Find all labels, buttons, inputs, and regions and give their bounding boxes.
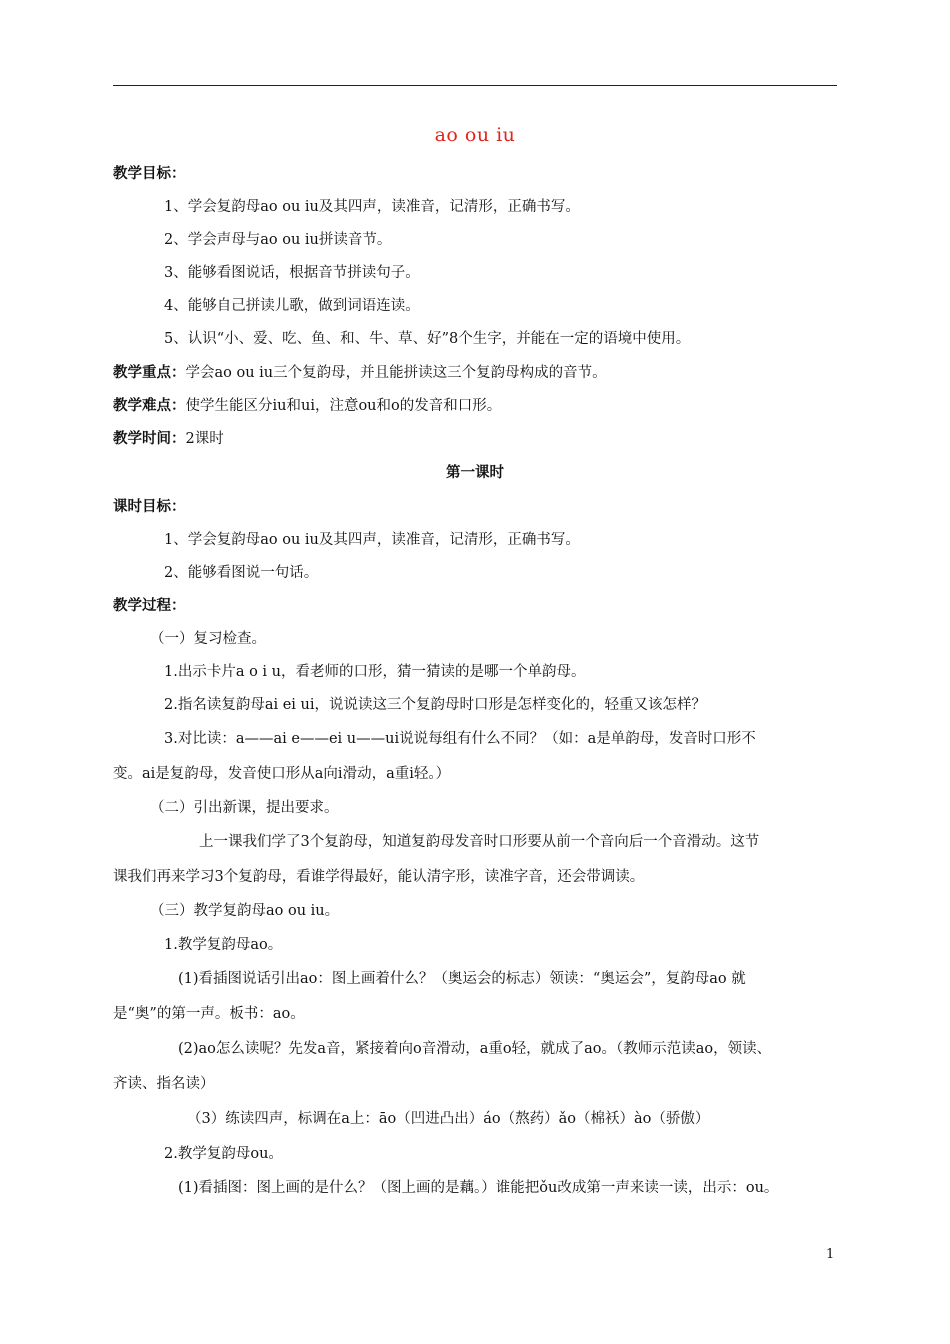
part2-title: （二）引出新课，提出要求。 xyxy=(150,800,339,816)
header-rule xyxy=(113,85,837,86)
ou-step-line: (1)看插图：图上画的是什么？（图上画的是藕。）谁能把ǒu改成第一声来读一读，出示：ou。 xyxy=(178,1180,779,1196)
objectives-heading: 教学目标： xyxy=(113,166,186,182)
part1-item: 3.对比读：a——ai e——ei u——ui说说每组有什么不同？（如：a是单韵母，发音时口形不 xyxy=(164,731,756,747)
part1-title: （一）复习检查。 xyxy=(150,631,266,647)
objective-item: 4、能够自己拼读儿歌，做到词语连读。 xyxy=(164,298,420,314)
process-heading: 教学过程： xyxy=(113,598,186,614)
lesson-heading: 第一课时 xyxy=(446,465,504,481)
part2-paragraph-line: 课我们再来学习3个复韵母，看谁学得最好，能认清字形，读准字音，还会带调读。 xyxy=(113,869,645,885)
document-title: ao ou iu xyxy=(434,124,516,146)
part1-item: 1.出示卡片a o i u，看老师的口形，猜一猜读的是哪一个单韵母。 xyxy=(164,664,586,680)
time-line xyxy=(113,428,840,450)
lesson-goal-item: 2、能够看图说一句话。 xyxy=(164,565,319,581)
ao-step-line: (1)看插图说话引出ao：图上画着什么？（奥运会的标志）领读：“奥运会”，复韵母ao 就 xyxy=(178,971,746,987)
lesson-goals-heading: 课时目标： xyxy=(113,499,186,515)
part3-title: （三）教学复韵母ao ou iu。 xyxy=(150,903,340,919)
part1-item-continued: 变。ai是复韵母，发音使口形从a向i滑动，a重i轻。） xyxy=(113,766,451,782)
ou-section-title: 2.教学复韵母ou。 xyxy=(164,1146,283,1162)
difficulty-line xyxy=(113,395,840,417)
key-point-label: 教学重点： xyxy=(113,365,186,381)
objective-item: 1、学会复韵母ao ou iu及其四声，读准音，记清形，正确书写。 xyxy=(164,199,580,215)
difficulty-label: 教学难点： xyxy=(113,398,186,414)
key-point-line xyxy=(113,362,840,384)
ao-step-line: (2)ao怎么读呢？先发a音，紧接着向o音滑动，a重o轻，就成了ao。（教师示范读ao，领读、 xyxy=(178,1041,772,1057)
time-label: 教学时间： xyxy=(113,431,186,447)
page-number: 1 xyxy=(826,1247,835,1262)
part1-item: 2.指名读复韵母ai ei ui，说说读这三个复韵母时口形是怎样变化的，轻重又该怎样？ xyxy=(164,697,707,713)
lesson-goal-item: 1、学会复韵母ao ou iu及其四声，读准音，记清形，正确书写。 xyxy=(164,532,580,548)
part2-paragraph-line: 上一课我们学了3个复韵母，知道复韵母发音时口形要从前一个音向后一个音滑动。这节 xyxy=(199,834,760,850)
time-text: 2课时 xyxy=(185,431,224,447)
ao-section-title: 1.教学复韵母ao。 xyxy=(164,937,283,953)
difficulty-text: 使学生能区分iu和ui，注意ou和o的发音和口形。 xyxy=(185,398,502,414)
objective-item: 3、能够看图说话，根据音节拼读句子。 xyxy=(164,265,420,281)
ao-step-line: 是“奥”的第一声。板书：ao。 xyxy=(113,1006,305,1022)
key-point-text: 学会ao ou iu三个复韵母，并且能拼读这三个复韵母构成的音节。 xyxy=(185,365,607,381)
objective-item: 2、学会声母与ao ou iu拼读音节。 xyxy=(164,232,392,248)
ao-step-line: （3）练读四声，标调在a上：āo（凹进凸出）áo（熬药）ǎo（棉袄）ào（骄傲） xyxy=(187,1111,710,1127)
ao-step-line: 齐读、指名读） xyxy=(113,1076,215,1092)
objective-item: 5、认识“小、爱、吃、鱼、和、牛、草、好”8个生字，并能在一定的语境中使用。 xyxy=(164,331,691,347)
